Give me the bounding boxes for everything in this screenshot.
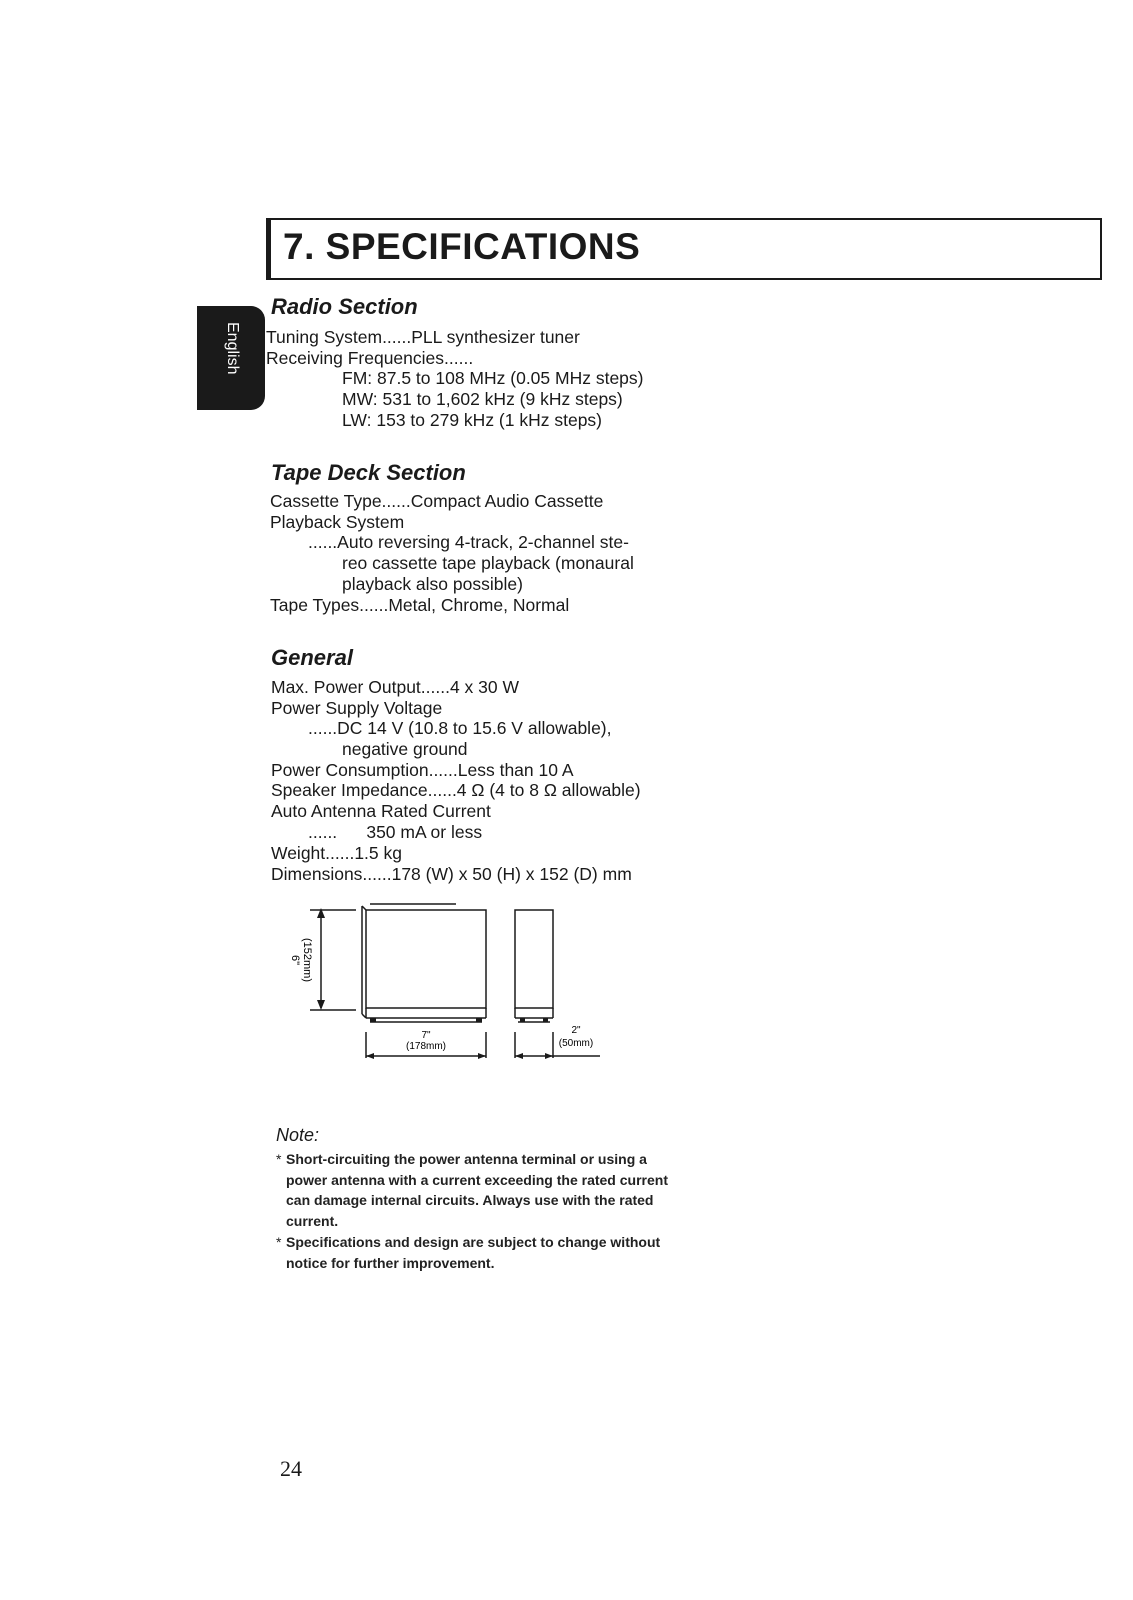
width-mm-label: (178mm): [405, 1041, 447, 1052]
note-bullet: *: [276, 1234, 282, 1250]
speaker-impedance-spec: Speaker Impedance......4 Ω (4 to 8 Ω allowable): [271, 780, 641, 800]
weight-spec: Weight......1.5 kg: [271, 843, 402, 863]
cassette-type-spec: Cassette Type......Compact Audio Cassette: [270, 491, 604, 511]
width-inches-label: 7": [421, 1030, 431, 1041]
dimensions-spec: Dimensions......178 (W) x 50 (H) x 152 (D) mm: [271, 864, 632, 884]
depth-inches-label: 6": [289, 954, 301, 966]
note-item-antenna-text: Short-circuiting the power antenna terminal or using a power antenna with a current exceeding the rated current can damage internal circuits. Always use with the rated current.: [286, 1151, 668, 1229]
height-inches-label: 2": [571, 1025, 581, 1036]
general-section-heading: General: [271, 645, 353, 670]
depth-mm-label: (152mm): [301, 937, 313, 983]
auto-antenna-current-spec: ...... 350 mA or less: [308, 822, 483, 842]
power-consumption-spec: Power Consumption......Less than 10 A: [271, 760, 574, 780]
playback-system-spec-line3: playback also possible): [342, 574, 523, 594]
mw-range-spec: MW: 531 to 1,602 kHz (9 kHz steps): [342, 389, 623, 409]
note-item-specifications-text: Specifications and design are subject to change without notice for further improvement.: [286, 1234, 661, 1271]
language-tab-label: English: [224, 322, 241, 375]
power-supply-voltage-spec-line1: ......DC 14 V (10.8 to 15.6 V allowable),: [308, 718, 612, 738]
tape-deck-section-heading: Tape Deck Section: [271, 460, 466, 485]
power-supply-voltage-label: Power Supply Voltage: [271, 698, 443, 718]
dimensions-diagram: [270, 900, 620, 1100]
page-number: 24: [280, 1456, 302, 1481]
max-power-output-spec: Max. Power Output......4 x 30 W: [271, 677, 520, 697]
power-supply-voltage-spec-line2: negative ground: [342, 739, 468, 759]
note-item-specifications: [276, 1232, 681, 1273]
note-item-antenna: [276, 1149, 681, 1231]
lw-range-spec: LW: 153 to 279 kHz (1 kHz steps): [342, 410, 603, 430]
fm-range-spec: FM: 87.5 to 108 MHz (0.05 MHz steps): [342, 368, 644, 388]
page-title: 7. SPECIFICATIONS: [283, 226, 641, 267]
tape-types-spec: Tape Types......Metal, Chrome, Normal: [270, 595, 570, 615]
receiving-frequencies-spec: Receiving Frequencies......: [266, 348, 474, 368]
tuning-system-spec: Tuning System......PLL synthesizer tuner: [266, 327, 580, 347]
language-tab: [197, 306, 265, 410]
height-mm-label: (50mm): [558, 1038, 594, 1049]
note-heading: Note:: [276, 1125, 320, 1145]
playback-system-spec-line2: reo cassette tape playback (monaural: [342, 553, 634, 573]
playback-system-spec-line1: ......Auto reversing 4-track, 2-channel ste-: [308, 532, 629, 552]
title-frame-accent: [266, 218, 271, 280]
note-bullet: *: [276, 1151, 282, 1167]
playback-system-label: Playback System: [270, 512, 405, 532]
auto-antenna-current-label: Auto Antenna Rated Current: [271, 801, 491, 821]
radio-section-heading: Radio Section: [271, 294, 418, 319]
